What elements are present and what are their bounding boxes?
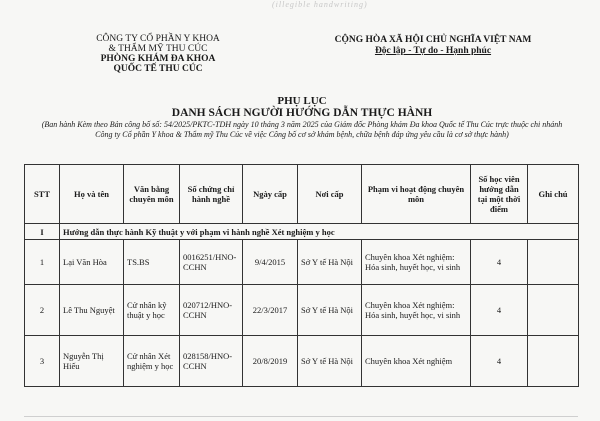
header-issue-place: Nơi cấp: [298, 165, 362, 224]
document-title: DANH SÁCH NGƯỜI HƯỚNG DẪN THỰC HÀNH: [171, 107, 433, 119]
cell-name: Lại Văn Hòa: [60, 240, 124, 285]
cell-note: [528, 285, 579, 336]
cell-note: [528, 240, 579, 285]
handwritten-note: (illegible handwriting): [272, 0, 368, 9]
cell-issue-date: 9/4/2015: [243, 240, 298, 285]
header-certificate: Số chứng chỉ hành nghề: [180, 165, 243, 224]
national-slogan: Độc lập - Tự do - Hạnh phúc: [374, 46, 492, 56]
clinic-name-line2: QUỐC TẾ THU CÚC: [113, 64, 203, 74]
document-subtitle: (Ban hành Kèm theo Bản công bố số: 54/2025/PKTC-TDH ngày 10 tháng 3 năm 2025 của Giám đốc Phòng khám Đa khoa Quốc tế Thu Cúc trực thuộc chi nhánh Công ty Cổ phần Y khoa & Thẩm mỹ Thu Cúc về việc Công bố cơ sở khám bệnh, chữa bệnh đáp ứng yêu cầu là cơ sở thực hành): [41, 120, 563, 139]
cell-name: Lê Thu Nguyệt: [60, 285, 124, 336]
company-name-line1: CÔNG TY CỔ PHẦN Y KHOA: [96, 34, 220, 44]
cell-student-count: 4: [471, 285, 528, 336]
national-motto: CỘNG HÒA XÃ HỘI CHỦ NGHĨA VIỆT NAM: [334, 35, 532, 45]
header-issue-date: Ngày cấp: [243, 165, 298, 224]
page-edge-divider: [24, 416, 578, 417]
header-note: Ghi chú: [528, 165, 579, 224]
cell-scope: Chuyên khoa Xét nghiệm: [362, 336, 471, 387]
table-header-row: [25, 165, 579, 224]
cell-stt: 2: [25, 285, 60, 336]
header-stt: STT: [25, 165, 60, 224]
section-row: [25, 224, 579, 240]
section-number: I: [25, 224, 60, 240]
instructor-table: [24, 164, 579, 387]
cell-stt: 1: [25, 240, 60, 285]
cell-certificate: 0016251/HNO-CCHN: [180, 240, 243, 285]
table-row: [25, 240, 579, 285]
cell-issue-date: 20/8/2019: [243, 336, 298, 387]
cell-degree: TS.BS: [124, 240, 180, 285]
header-student-count: Số học viên hướng dẫn tại một thời điểm: [471, 165, 528, 224]
cell-stt: 3: [25, 336, 60, 387]
header-name: Họ và tên: [60, 165, 124, 224]
section-title: Hướng dẫn thực hành Kỹ thuật y với phạm vi hành nghề Xét nghiệm y học: [60, 224, 579, 240]
cell-name: Nguyễn Thị Hiếu: [60, 336, 124, 387]
cell-note: [528, 336, 579, 387]
table-row: [25, 285, 579, 336]
clinic-name-line1: PHÒNG KHÁM ĐA KHOA: [100, 54, 216, 64]
cell-issue-place: Sở Y tế Hà Nội: [298, 240, 362, 285]
company-name-line2: & THẨM MỸ THU CÚC: [108, 44, 208, 54]
cell-scope: Chuyên khoa Xét nghiệm: Hóa sinh, huyết học, vi sinh: [362, 285, 471, 336]
cell-student-count: 4: [471, 336, 528, 387]
national-header: [318, 35, 548, 57]
cell-issue-place: Sở Y tế Hà Nội: [298, 285, 362, 336]
organization-header: [68, 34, 248, 74]
cell-issue-place: Sở Y tế Hà Nội: [298, 336, 362, 387]
cell-certificate: 020712/HNO-CCHN: [180, 285, 243, 336]
cell-degree: Cử nhân Xét nghiệm y học: [124, 336, 180, 387]
table-row: [25, 336, 579, 387]
cell-student-count: 4: [471, 240, 528, 285]
title-block: [28, 96, 576, 139]
header-degree: Văn bằng chuyên môn: [124, 165, 180, 224]
appendix-title: PHỤ LỤC: [277, 95, 327, 107]
header-scope: Phạm vi hoạt động chuyên môn: [362, 165, 471, 224]
cell-certificate: 028158/HNO-CCHN: [180, 336, 243, 387]
cell-scope: Chuyên khoa Xét nghiệm: Hóa sinh, huyết học, vi sinh: [362, 240, 471, 285]
cell-issue-date: 22/3/2017: [243, 285, 298, 336]
cell-degree: Cử nhân kỹ thuật y học: [124, 285, 180, 336]
